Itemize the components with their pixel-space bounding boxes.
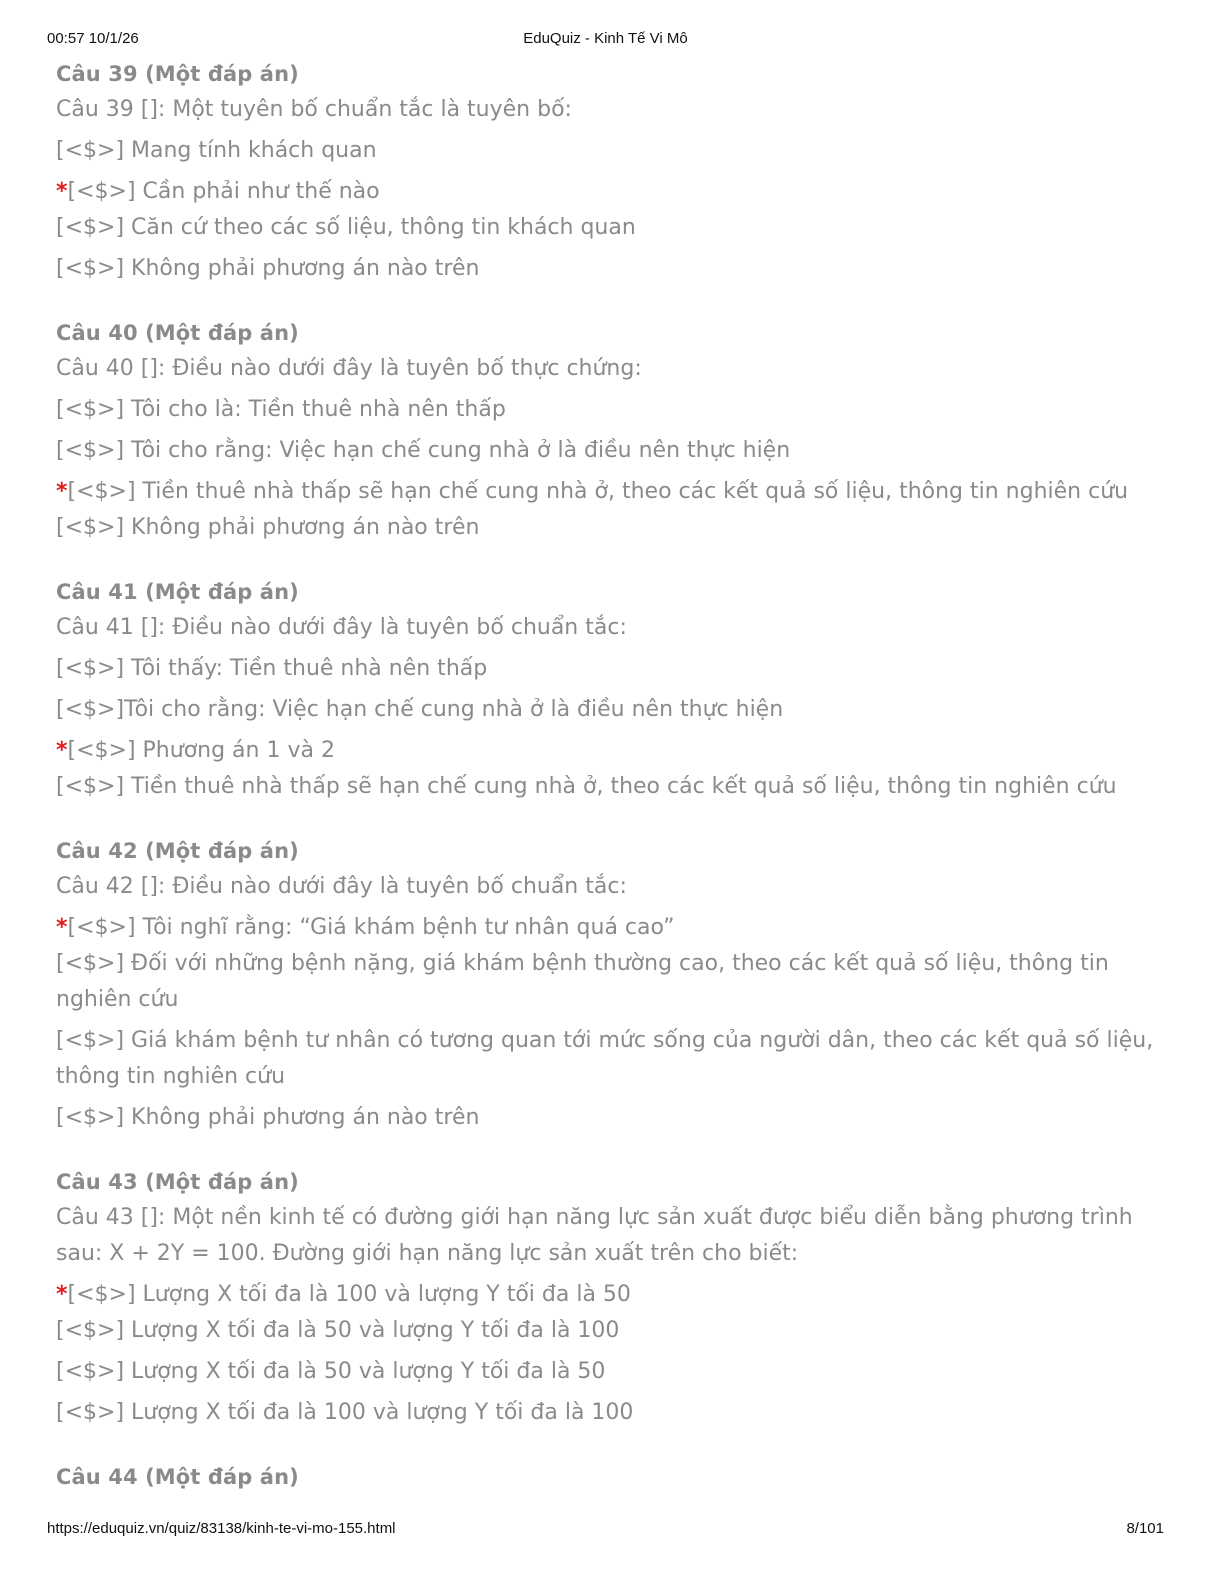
question-block — [56, 56, 1166, 287]
answer-option — [56, 1023, 1166, 1095]
answer-option — [56, 651, 1166, 687]
answer-option — [56, 1395, 1166, 1431]
answer-option-text: [<$>] Phương án 1 và 2 — [67, 738, 335, 763]
question-text: Câu 42 []: Điều nào dưới đây là tuyên bố chuẩn tắc: — [56, 874, 627, 899]
answer-option-text: [<$>] Mang tính khách quan — [56, 138, 377, 163]
page-number: 8/101 — [1126, 1520, 1164, 1537]
answer-option-text: [<$>] Đối với những bệnh nặng, giá khám bệnh thường cao, theo các kết quả số liệu, thông tin nghiên cứu — [56, 951, 1109, 1012]
answer-option-text: [<$>] Lượng X tối đa là 100 và lượng Y tối đa là 100 — [56, 1400, 634, 1425]
question-block — [56, 1164, 1166, 1431]
correct-answer-marker: * — [56, 179, 68, 204]
page-url[interactable]: https://eduquiz.vn/quiz/83138/kinh-te-vi-mo-155.html — [47, 1520, 396, 1537]
answer-option-text: [<$>] Lượng X tối đa là 50 và lượng Y tối đa là 50 — [56, 1359, 606, 1384]
answer-option-text: [<$>] Không phải phương án nào trên — [56, 1105, 480, 1130]
question-title: Câu 40 (Một đáp án) — [56, 321, 299, 345]
question-block — [56, 315, 1166, 546]
answer-option-text: [<$>] Tôi cho là: Tiền thuê nhà nên thấp — [56, 397, 506, 422]
answer-option-text: [<$>] Tiền thuê nhà thấp sẽ hạn chế cung nhà ở, theo các kết quả số liệu, thông tin nghiên cứu — [67, 479, 1129, 504]
question-title: Câu 43 (Một đáp án) — [56, 1170, 299, 1194]
answer-option-correct — [56, 733, 1166, 769]
correct-answer-marker: * — [56, 738, 68, 763]
answer-option-text: [<$>] Tôi thấy: Tiền thuê nhà nên thấp — [56, 656, 488, 681]
question-title: Câu 44 (Một đáp án) — [56, 1465, 299, 1489]
answer-option-correct — [56, 1277, 1166, 1313]
question-block — [56, 574, 1166, 805]
answer-option-text: [<$>] Căn cứ theo các số liệu, thông tin khách quan — [56, 215, 636, 240]
answer-option — [56, 433, 1166, 469]
question-text: Câu 39 []: Một tuyên bố chuẩn tắc là tuyên bố: — [56, 97, 572, 122]
answer-option — [56, 133, 1166, 169]
answer-option-text: [<$>] Không phải phương án nào trên — [56, 515, 480, 540]
answer-option-text: [<$>] Cần phải như thế nào — [67, 179, 380, 204]
answer-option-text: [<$>] Lượng X tối đa là 50 và lượng Y tối đa là 100 — [56, 1318, 620, 1343]
answer-option-text: [<$>] Giá khám bệnh tư nhân có tương quan tới mức sống của người dân, theo các kết quả số liệu, thông tin nghiên cứu — [56, 1028, 1154, 1089]
question-text: Câu 40 []: Điều nào dưới đây là tuyên bố thực chứng: — [56, 356, 642, 381]
answer-option — [56, 1313, 1166, 1349]
answer-option — [56, 946, 1166, 1018]
question-title: Câu 42 (Một đáp án) — [56, 839, 299, 863]
answer-option — [56, 1354, 1166, 1390]
answer-option — [56, 1100, 1166, 1136]
question-title: Câu 39 (Một đáp án) — [56, 62, 299, 86]
correct-answer-marker: * — [56, 915, 68, 940]
quiz-content — [56, 56, 1166, 1523]
answer-option-text: [<$>] Tôi nghĩ rằng: “Giá khám bệnh tư nhân quá cao” — [67, 915, 675, 940]
question-text: Câu 41 []: Điều nào dưới đây là tuyên bố chuẩn tắc: — [56, 615, 627, 640]
answer-option-text: [<$>] Không phải phương án nào trên — [56, 256, 480, 281]
question-block — [56, 833, 1166, 1136]
answer-option — [56, 769, 1166, 805]
answer-option-correct — [56, 174, 1166, 210]
answer-option-text: [<$>] Tôi cho rằng: Việc hạn chế cung nhà ở là điều nên thực hiện — [56, 438, 791, 463]
correct-answer-marker: * — [56, 479, 68, 504]
answer-option — [56, 392, 1166, 428]
answer-option-text: [<$>]Tôi cho rằng: Việc hạn chế cung nhà ở là điều nên thực hiện — [56, 697, 784, 722]
question-text: Câu 43 []: Một nền kinh tế có đường giới hạn năng lực sản xuất được biểu diễn bằng phương trình sau: X + 2Y = 100. Đường giới hạn năng lực sản xuất trên cho biết: — [56, 1205, 1133, 1266]
answer-option — [56, 210, 1166, 246]
print-datetime: 00:57 10/1/26 — [47, 30, 139, 47]
answer-option — [56, 692, 1166, 728]
answer-option-correct — [56, 910, 1166, 946]
answer-option-text: [<$>] Lượng X tối đa là 100 và lượng Y tối đa là 50 — [67, 1282, 631, 1307]
answer-option — [56, 510, 1166, 546]
correct-answer-marker: * — [56, 1282, 68, 1307]
question-title: Câu 41 (Một đáp án) — [56, 580, 299, 604]
answer-option-correct — [56, 474, 1166, 510]
answer-option-text: [<$>] Tiền thuê nhà thấp sẽ hạn chế cung nhà ở, theo các kết quả số liệu, thông tin nghiên cứu — [56, 774, 1117, 799]
document-title: EduQuiz - Kinh Tế Vi Mô — [523, 30, 688, 47]
question-block — [56, 1459, 1166, 1495]
answer-option — [56, 251, 1166, 287]
